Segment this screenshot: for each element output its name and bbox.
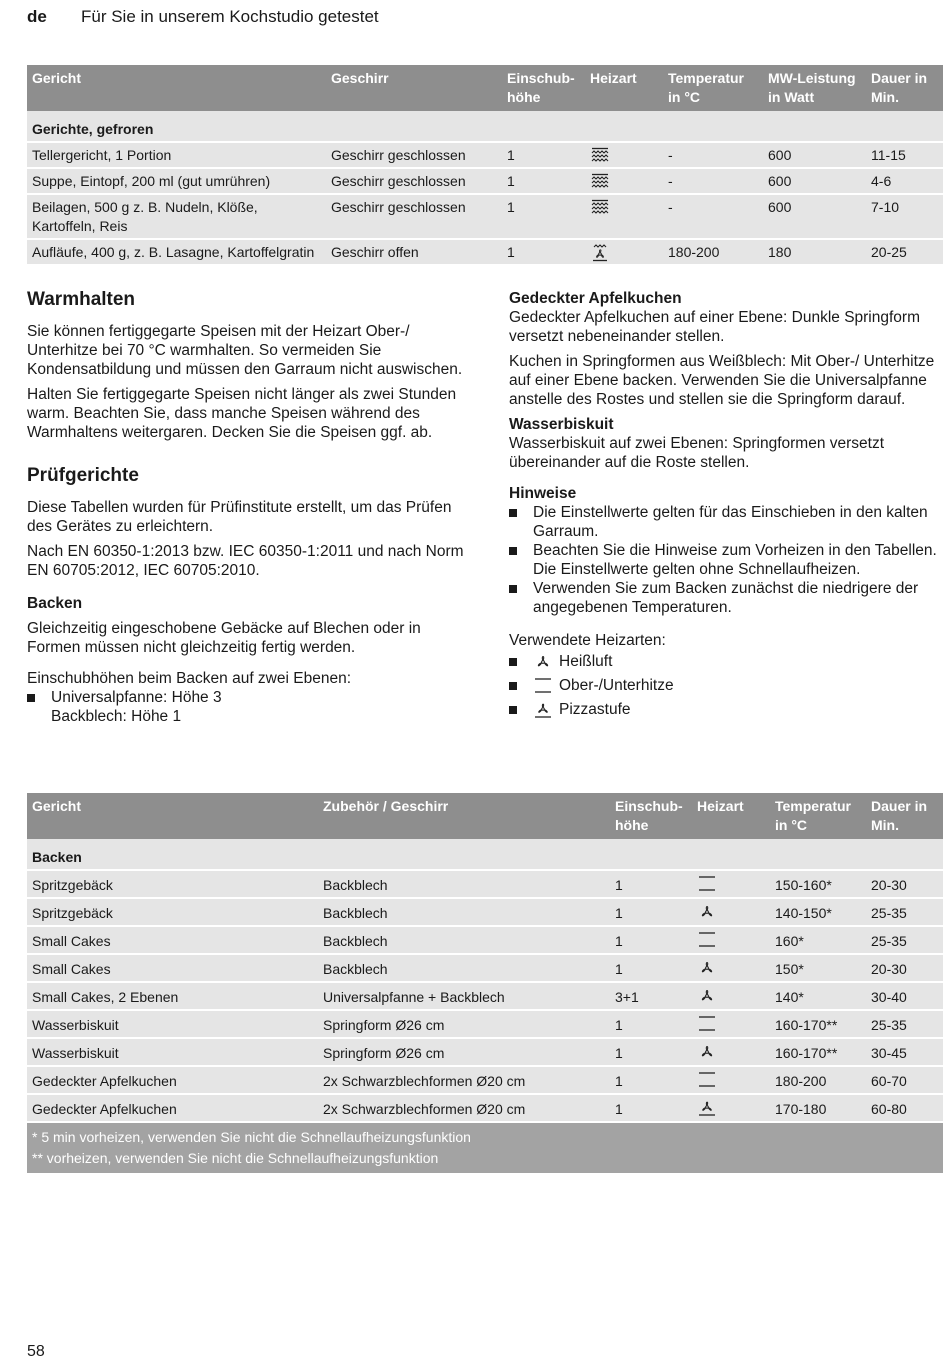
col-header-heating-mode: Heizart [585, 65, 663, 111]
accessory-cell: 2x Schwarzblechformen Ø20 cm [318, 1066, 610, 1094]
dish-cell: Wasserbiskuit [27, 1038, 318, 1066]
temperature-cell: 170-180 [770, 1094, 866, 1122]
duration-cell: 25-35 [866, 898, 943, 926]
col-header-mw-power: MW-Leistung in Watt [763, 65, 866, 111]
table-row [27, 926, 943, 954]
accessory-cell: Backblech [318, 926, 610, 954]
duration-cell: 60-70 [866, 1066, 943, 1094]
language-code: de [27, 7, 47, 26]
fan-microwave-icon [590, 244, 658, 262]
hot-air-icon [697, 987, 765, 1005]
level-cell: 1 [610, 1094, 692, 1122]
dish-cell: Wasserbiskuit [27, 1010, 318, 1038]
mw-power-cell: 600 [763, 168, 866, 194]
microwave-icon [590, 173, 658, 191]
heading-pruefgerichte: Prüfgerichte [27, 465, 139, 486]
dish-cell: Small Cakes [27, 954, 318, 982]
paragraph: Sie können fertiggegarte Speisen mit der Heizart Ober-/ Unterhitze bei 70 °C warmhalten. So vermeiden Sie Kondensatbildung und müssen den Garraum nicht auswischen. [27, 323, 463, 378]
temperature-cell: 150* [770, 954, 866, 982]
temperature-cell: 140-150* [770, 898, 866, 926]
table-row [27, 142, 943, 168]
list-item: Pizzastufe [509, 700, 943, 724]
col-header-temperature: Temperatur in °C [663, 65, 763, 111]
duration-cell: 25-35 [866, 1010, 943, 1038]
dishware-cell: Geschirr geschlossen [326, 194, 502, 239]
hot-air-icon [697, 1043, 765, 1061]
heating-mode-cell [692, 898, 770, 926]
footnote-row [27, 1122, 943, 1148]
table-row [27, 870, 943, 898]
table-row [27, 194, 943, 239]
dishware-cell: Geschirr geschlossen [326, 142, 502, 168]
heating-mode-cell [692, 1094, 770, 1122]
table-row [27, 168, 943, 194]
mw-power-cell: 180 [763, 239, 866, 265]
level-list [27, 688, 467, 726]
heating-modes-list [509, 652, 943, 724]
heating-mode-cell [585, 168, 663, 194]
temperature-cell: 180-200 [770, 1066, 866, 1094]
col-header-level: Einschub- höhe [502, 65, 585, 111]
heating-mode-cell [692, 1010, 770, 1038]
heating-mode-cell [692, 982, 770, 1010]
level-cell: 1 [502, 239, 585, 265]
accessory-cell: Springform Ø26 cm [318, 1038, 610, 1066]
dish-cell: Beilagen, 500 g z. B. Nudeln, Klöße, Kartoffeln, Reis [27, 194, 326, 239]
accessory-cell: Backblech [318, 954, 610, 982]
duration-cell: 20-25 [866, 239, 943, 265]
col-header-level: Einschub- höhe [610, 793, 692, 839]
mw-power-cell: 600 [763, 142, 866, 168]
microwave-icon [590, 147, 658, 165]
table-header-row [27, 793, 943, 839]
top-bottom-heat-icon [697, 1071, 765, 1089]
level-cell: 1 [610, 954, 692, 982]
table-row [27, 898, 943, 926]
dishware-cell: Geschirr offen [326, 239, 502, 265]
heading-warmhalten: Warmhalten [27, 289, 136, 310]
temperature-cell: - [663, 168, 763, 194]
heating-mode-cell [692, 870, 770, 898]
heading-hinweise: Hinweise [509, 485, 577, 502]
notes-list [509, 503, 943, 617]
level-cell: 3+1 [610, 982, 692, 1010]
table-row [27, 1094, 943, 1122]
heating-mode-cell [585, 239, 663, 265]
duration-cell: 7-10 [866, 194, 943, 239]
hot-air-icon [697, 903, 765, 921]
col-header-temperature: Temperatur in °C [770, 793, 866, 839]
level-cell: 1 [610, 1010, 692, 1038]
running-header-title: Für Sie in unserem Kochstudio getestet [81, 7, 379, 26]
heading-gedeckter-apfelkuchen: Gedeckter Apfelkuchen [509, 290, 682, 307]
heating-mode-cell [692, 1038, 770, 1066]
top-bottom-heat-icon [533, 676, 553, 695]
list-item: Ober-/Unterhitze [509, 676, 943, 700]
duration-cell: 25-35 [866, 926, 943, 954]
right-column [509, 289, 943, 730]
temperature-cell: 160-170** [770, 1010, 866, 1038]
level-cell: 1 [502, 194, 585, 239]
paragraph: Diese Tabellen wurden für Prüfinstitute erstellt, um das Prüfen des Gerätes zu erleichtern. [27, 499, 452, 535]
level-cell: 1 [610, 1038, 692, 1066]
heading-wasserbiskuit: Wasserbiskuit [509, 416, 614, 433]
dish-cell: Tellergericht, 1 Portion [27, 142, 326, 168]
duration-cell: 30-45 [866, 1038, 943, 1066]
level-cell: 1 [610, 870, 692, 898]
accessory-cell: 2x Schwarzblechformen Ø20 cm [318, 1094, 610, 1122]
section-label: Backen [27, 839, 943, 870]
table-row [27, 1066, 943, 1094]
dish-cell: Small Cakes, 2 Ebenen [27, 982, 318, 1010]
hot-air-icon [697, 959, 765, 977]
accessory-cell: Backblech [318, 870, 610, 898]
duration-cell: 60-80 [866, 1094, 943, 1122]
dish-cell: Spritzgebäck [27, 870, 318, 898]
duration-cell: 20-30 [866, 870, 943, 898]
pizza-setting-icon [533, 700, 553, 719]
col-header-duration: Dauer in Min. [866, 65, 943, 111]
duration-cell: 20-30 [866, 954, 943, 982]
heating-mode-cell [692, 1066, 770, 1094]
dish-cell: Aufläufe, 400 g, z. B. Lasagne, Kartoffelgratin [27, 239, 326, 265]
top-bottom-heat-icon [697, 875, 765, 893]
temperature-cell: 150-160* [770, 870, 866, 898]
table-row [27, 954, 943, 982]
duration-cell: 4-6 [866, 168, 943, 194]
microwave-icon [590, 199, 658, 217]
level-cell: 1 [502, 142, 585, 168]
table-row [27, 1010, 943, 1038]
paragraph: Kuchen in Springformen aus Weißblech: Mit Ober-/ Unterhitze auf einer Ebene backen. Verwenden Sie die Universalpfanne anstelle des Rostes und stellen sie die Springform darauf. [509, 353, 935, 408]
heating-mode-cell [585, 194, 663, 239]
temperature-cell: 160* [770, 926, 866, 954]
list-item: Verwenden Sie zum Backen zunächst die niedrigere der angegebenen Temperaturen. [509, 579, 943, 617]
duration-cell: 30-40 [866, 982, 943, 1010]
dishware-cell: Geschirr geschlossen [326, 168, 502, 194]
frozen-dishes-table [27, 65, 943, 266]
mw-power-cell: 600 [763, 194, 866, 239]
dish-cell: Gedeckter Apfelkuchen [27, 1066, 318, 1094]
left-column [27, 288, 467, 732]
top-bottom-heat-icon [697, 931, 765, 949]
temperature-cell: - [663, 194, 763, 239]
heading-backen: Backen [27, 595, 83, 612]
table-row [27, 239, 943, 265]
section-label: Gerichte, gefroren [27, 111, 943, 142]
dish-cell: Spritzgebäck [27, 898, 318, 926]
accessory-cell: Backblech [318, 898, 610, 926]
col-header-heating-mode: Heizart [692, 793, 770, 839]
table-section-row [27, 839, 943, 870]
level-cell: 1 [502, 168, 585, 194]
heating-mode-cell [692, 926, 770, 954]
temperature-cell: 160-170** [770, 1038, 866, 1066]
temperature-cell: - [663, 142, 763, 168]
col-header-duration: Dauer in Min. [866, 793, 943, 839]
accessory-cell: Universalpfanne + Backblech [318, 982, 610, 1010]
level-cell: 1 [610, 926, 692, 954]
paragraph: Gleichzeitig eingeschobene Gebäcke auf Blechen oder in Formen müssen nicht gleichzeitig fertig werden. [27, 620, 421, 656]
duration-cell: 11-15 [866, 142, 943, 168]
dish-cell: Small Cakes [27, 926, 318, 954]
page-number: 58 [27, 1343, 45, 1360]
paragraph: Nach EN 60350-1:2013 bzw. IEC 60350-1:2011 und nach Norm EN 60705:2012, IEC 60705:2010. [27, 543, 464, 579]
paragraph: Verwendete Heizarten: [509, 632, 666, 649]
list-item: Die Einstellwerte gelten für das Einschieben in den kalten Garraum. [509, 503, 943, 541]
heating-mode-cell [585, 142, 663, 168]
list-item: Universalpfanne: Höhe 3 Backblech: Höhe 1 [27, 688, 467, 726]
col-header-dishware: Geschirr [326, 65, 502, 111]
baking-test-table [27, 793, 943, 1173]
footnote: ** vorheizen, verwenden Sie nicht die Schnellaufheizungsfunktion [27, 1148, 943, 1173]
col-header-dish: Gericht [27, 793, 318, 839]
temperature-cell: 180-200 [663, 239, 763, 265]
level-cell: 1 [610, 1066, 692, 1094]
temperature-cell: 140* [770, 982, 866, 1010]
dish-cell: Gedeckter Apfelkuchen [27, 1094, 318, 1122]
dish-cell: Suppe, Eintopf, 200 ml (gut umrühren) [27, 168, 326, 194]
footnote-row [27, 1148, 943, 1173]
col-header-dish: Gericht [27, 65, 326, 111]
table-header-row [27, 65, 943, 111]
accessory-cell: Springform Ø26 cm [318, 1010, 610, 1038]
paragraph: Wasserbiskuit auf zwei Ebenen: Springformen versetzt übereinander auf die Roste stellen. [509, 435, 885, 471]
table-section-row [27, 111, 943, 142]
level-cell: 1 [610, 898, 692, 926]
table-row [27, 1038, 943, 1066]
paragraph: Gedeckter Apfelkuchen auf einer Ebene: Dunkle Springform versetzt nebeneinander stellen. [509, 309, 920, 345]
pizza-setting-icon [697, 1099, 765, 1117]
footnote: * 5 min vorheizen, verwenden Sie nicht die Schnellaufheizungsfunktion [27, 1122, 943, 1148]
table-row [27, 982, 943, 1010]
hot-air-icon [533, 652, 553, 671]
col-header-accessory: Zubehör / Geschirr [318, 793, 610, 839]
list-item: Heißluft [509, 652, 943, 676]
paragraph: Einschubhöhen beim Backen auf zwei Ebenen: [27, 670, 351, 687]
paragraph: Halten Sie fertiggegarte Speisen nicht länger als zwei Stunden warm. Beachten Sie, dass manche Speisen während des Warmhaltens weitergaren. Decken Sie die Speisen ggf. ab. [27, 386, 457, 441]
top-bottom-heat-icon [697, 1015, 765, 1033]
heating-mode-cell [692, 954, 770, 982]
list-item: Beachten Sie die Hinweise zum Vorheizen in den Tabellen. Die Einstellwerte gelten ohne Schnellaufheizen. [509, 541, 943, 579]
